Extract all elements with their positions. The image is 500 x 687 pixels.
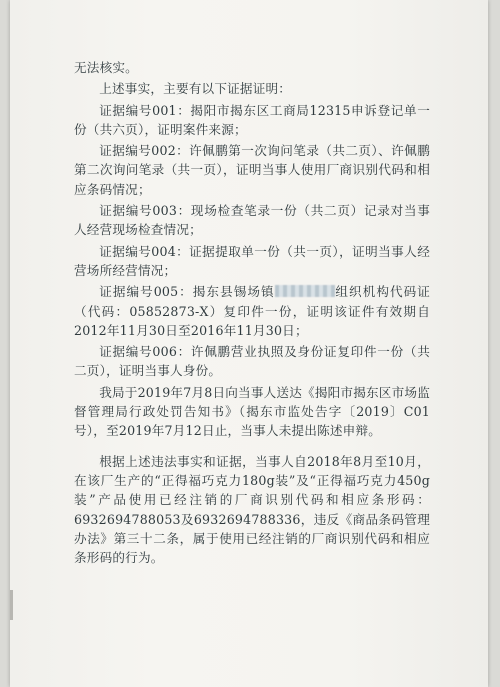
evidence-item: [74, 282, 430, 340]
paragraph: 我局于2019年7月8日向当事人送达《揭阳市揭东区市场监督管理局行政处罚告知书》（揭东市监处告字〔2019〕C01号），至2019年7月12日止，当事人未提出陈述申辩。: [74, 384, 430, 439]
paragraph: 无法核实。: [74, 60, 138, 75]
evidence-item: 证据编号004：证据提取单一份（共一页），证明当事人经营场所经营情况；: [74, 243, 430, 278]
evidence-text-after: 组织机构代码证（代码：05852873-X）复印件一份，证明该证件有效期自2012年11月30日至2016年11月30日；: [74, 284, 430, 338]
evidence-item: 证据编号001：揭阳市揭东区工商局12315申诉登记单一份（共六页），证明案件来源；: [74, 102, 430, 137]
evidence-item: 证据编号006：许佩鹏营业执照及身份证复印件一份（共二页），证明当事人身份。: [74, 344, 430, 379]
redacted-name: [275, 285, 335, 297]
document-page: [10, 0, 488, 687]
document-body: [74, 58, 430, 569]
evidence-text-before: 证据编号005：揭东县锡场镇: [99, 284, 275, 300]
evidence-item: 证据编号002：许佩鹏第一次询问笔录（共二页）、许佩鹏第二次询问笔录（共一页），证明当事人使用厂商识别代码和相应条码情况；: [74, 143, 430, 197]
binding-edge: [10, 590, 13, 620]
evidence-item: 证据编号003：现场检查笔录一份（共二页）记录对当事人经营现场检查情况；: [74, 203, 430, 238]
paragraph: 根据上述违法事实和证据，当事人自2018年8月至10月，在该厂生产的“正得福巧克力180g装”及“正得福巧克力450g装”产品使用已经注销的厂商识别代码和相应条形码：6932694788053及6932694788336，违反《商品条码管理办法》第三十二条，属于使用已经注销的厂商识别代码和相应条形码的行为。: [74, 453, 430, 566]
paragraph: 上述事实，主要有以下证据证明：: [99, 81, 292, 97]
